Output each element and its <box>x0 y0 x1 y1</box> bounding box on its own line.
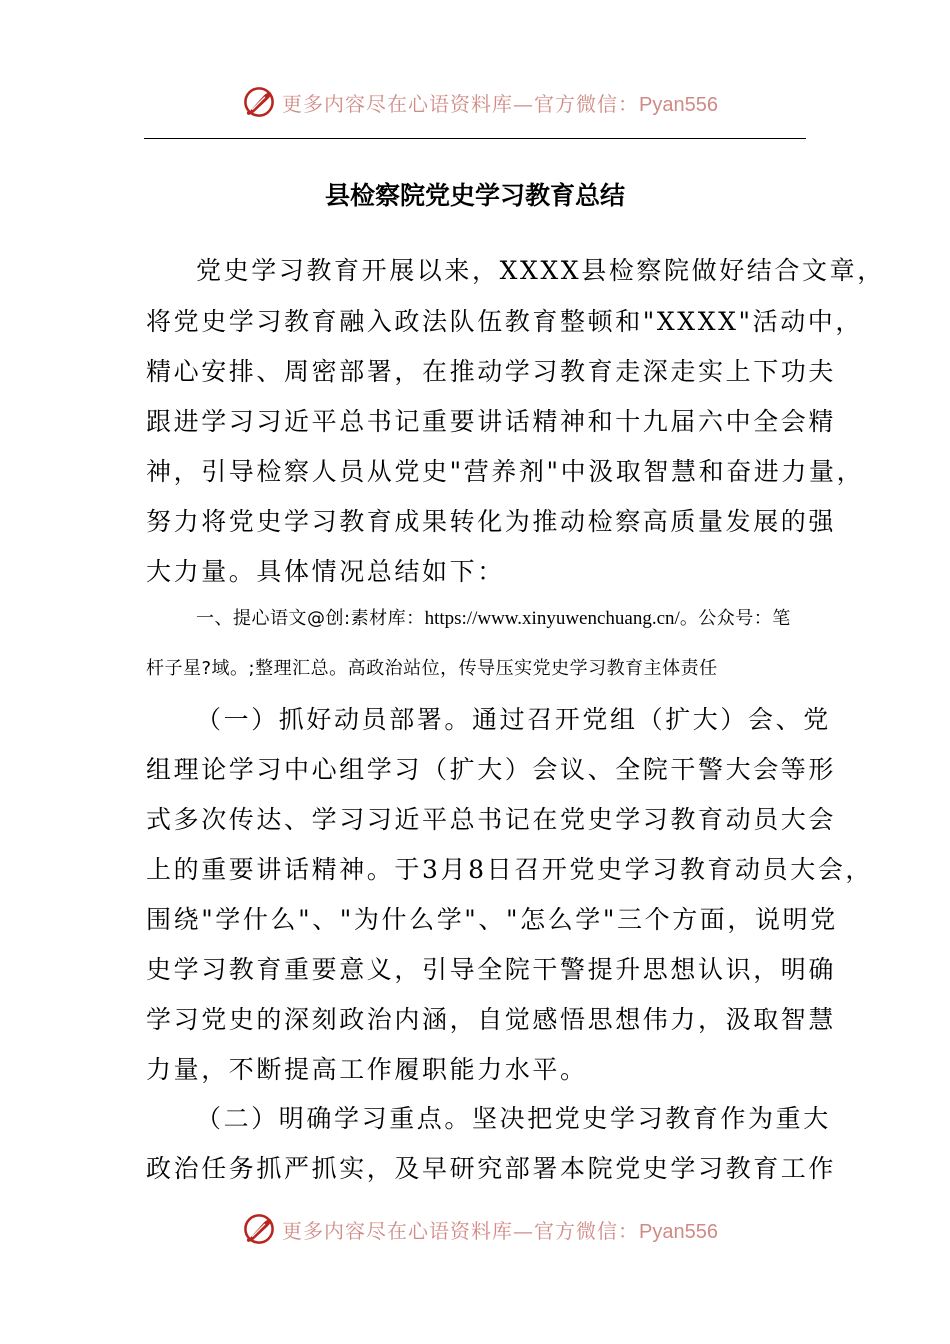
paragraph-line: 大力量。具体情况总结如下： <box>146 557 505 586</box>
paragraph-line: 式多次传达、学习习近平总书记在党史学习教育动员大会 <box>146 805 837 834</box>
paragraph-line: 神，引导检察人员从党史"营养剂"中汲取智慧和奋进力量， <box>146 457 865 486</box>
paragraph-line: 跟进学习习近平总书记重要讲话精神和十九届六中全会精 <box>146 407 837 436</box>
header-watermark-banner <box>0 80 950 124</box>
paragraph-line: 精心安排、周密部署，在推动学习教育走深走实上下功夫 <box>146 357 837 386</box>
source-url: https://www.xinyuwenchuang.cn/ <box>424 608 680 629</box>
paragraph-line: （一）抓好动员部署。通过召开党组（扩大）会、党 <box>196 705 831 734</box>
watermark-text: 更多内容尽在心语资料库—官方微信：Pyan556 <box>282 91 718 116</box>
footer-watermark-banner <box>0 1207 950 1251</box>
paragraph-line: 组理论学习中心组学习（扩大）会议、全院干警大会等形 <box>146 755 837 784</box>
quill-logo-icon <box>242 1212 276 1246</box>
section-heading-line: 杆子星?域。;整理汇总。高政治站位，传导压实党史学习教育主体责任 <box>146 658 718 679</box>
paragraph-line: 党史学习教育开展以来，XXXX县检察院做好结合文章， <box>196 256 885 285</box>
paragraph-line: 学习党史的深刻政治内涵，自觉感悟思想伟力，汲取智慧 <box>146 1005 837 1034</box>
paragraph-line: 将党史学习教育融入政法队伍教育整顿和"XXXX"活动中， <box>146 307 863 336</box>
watermark-text: 更多内容尽在心语资料库—官方微信：Pyan556 <box>282 1218 718 1243</box>
quill-logo-icon <box>242 85 276 119</box>
section-heading-line: 一、提心语文@创:素材库：https://www.xinyuwenchuang.cn/。公众号：笔 <box>196 608 791 629</box>
document-title: 县检察院党史学习教育总结 <box>324 181 625 210</box>
header-divider <box>144 138 806 139</box>
paragraph-line: 力量，不断提高工作履职能力水平。 <box>146 1055 588 1084</box>
paragraph-line: 史学习教育重要意义，引导全院干警提升思想认识，明确 <box>146 955 837 984</box>
paragraph-line: 努力将党史学习教育成果转化为推动检察高质量发展的强 <box>146 507 837 536</box>
paragraph-line: （二）明确学习重点。坚决把党史学习教育作为重大 <box>196 1104 831 1133</box>
paragraph-line: 政治任务抓严抓实，及早研究部署本院党史学习教育工作 <box>146 1154 837 1183</box>
paragraph-line: 围绕"学什么"、"为什么学"、"怎么学"三个方面，说明党 <box>146 905 838 934</box>
paragraph-line: 上的重要讲话精神。于3月8日召开党史学习教育动员大会， <box>146 855 874 884</box>
